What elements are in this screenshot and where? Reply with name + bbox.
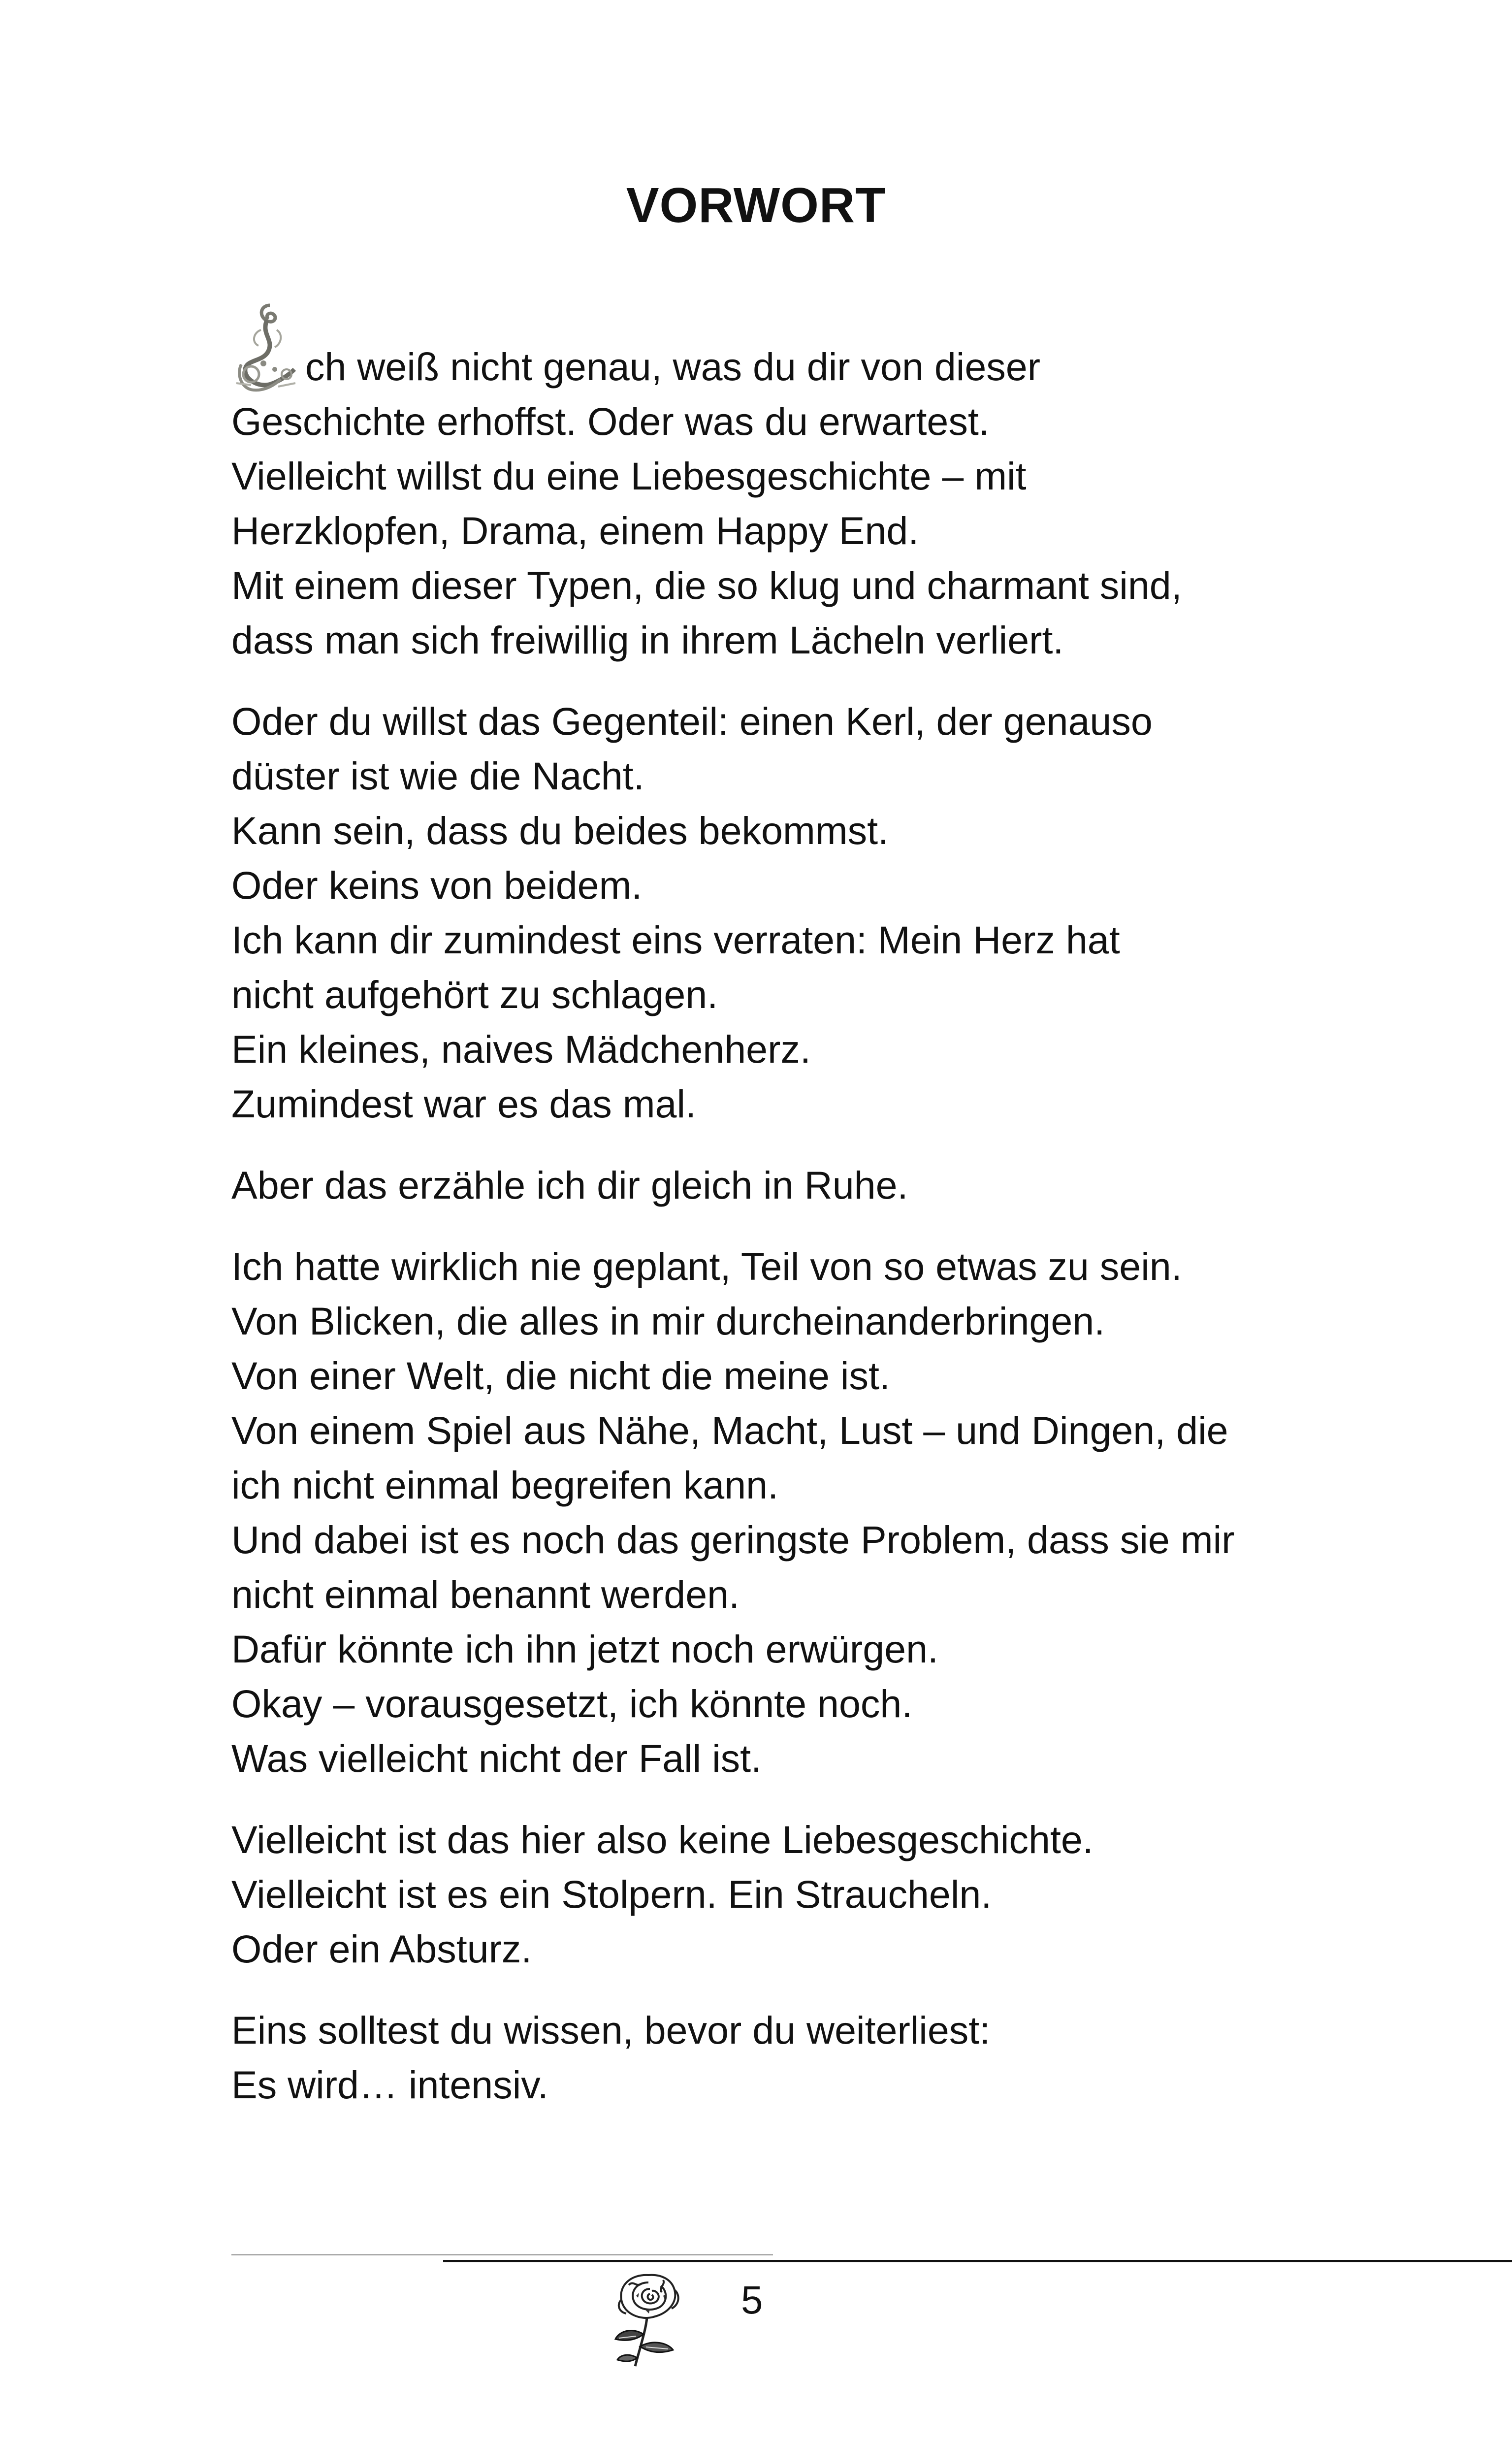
chapter-body — [231, 291, 1290, 2139]
footer-rule — [443, 2260, 1512, 2262]
page-number: 5 — [741, 2278, 763, 2322]
paragraph-2 — [231, 694, 1290, 1131]
text-line: Okay – vorausgesetzt, ich könnte noch. — [231, 1682, 913, 1726]
footer-rule-thin — [231, 2254, 773, 2255]
text-line: dass man sich freiwillig in ihrem Lächeln verliert. — [231, 618, 1064, 662]
drop-cap-ornament-icon — [231, 300, 300, 394]
text-line: ch weiß nicht genau, was du dir von dieser — [305, 345, 1041, 389]
text-line: ich nicht einmal begreifen kann. — [231, 1463, 779, 1507]
text-line: Oder du willst das Gegenteil: einen Kerl, der genauso — [231, 699, 1153, 743]
text-line: nicht aufgehört zu schlagen. — [231, 973, 718, 1016]
text-line: Es wird… intensiv. — [231, 2063, 548, 2107]
text-line: Vielleicht ist es ein Stolpern. Ein Straucheln. — [231, 1872, 992, 1916]
text-line: Von Blicken, die alles in mir durcheinanderbringen. — [231, 1299, 1105, 1343]
text-line: düster ist wie die Nacht. — [231, 754, 644, 798]
text-line: Und dabei ist es noch das geringste Problem, dass sie mir — [231, 1518, 1235, 1562]
rose-icon — [607, 2265, 690, 2371]
text-line: Von einer Welt, die nicht die meine ist. — [231, 1354, 890, 1398]
text-line: Zumindest war es das mal. — [231, 1082, 696, 1126]
text-line: Vielleicht willst du eine Liebesgeschichte – mit — [231, 454, 1027, 498]
text-line: Aber das erzähle ich dir gleich in Ruhe. — [231, 1163, 908, 1207]
text-line: Oder ein Absturz. — [231, 1927, 532, 1971]
text-line: Von einem Spiel aus Nähe, Macht, Lust – und Dingen, die — [231, 1408, 1228, 1452]
text-line: Vielleicht ist das hier also keine Liebesgeschichte. — [231, 1818, 1094, 1861]
text-line: Oder keins von beidem. — [231, 863, 643, 907]
text-line: Eins solltest du wissen, bevor du weiterliest: — [231, 2008, 991, 2052]
paragraph-6 — [231, 2003, 1290, 2112]
text-line: Was vielleicht nicht der Fall ist. — [231, 1736, 762, 1780]
text-line: Ein kleines, naives Mädchenherz. — [231, 1027, 811, 1071]
paragraph-4 — [231, 1239, 1290, 1786]
text-line: Ich kann dir zumindest eins verraten: Mein Herz hat — [231, 918, 1120, 962]
first-line — [231, 291, 1290, 394]
chapter-title: VORWORT — [626, 178, 886, 233]
text-line: Herzklopfen, Drama, einem Happy End. — [231, 509, 919, 553]
text-line: Geschichte erhoffst. Oder was du erwartest. — [231, 399, 990, 443]
paragraph-1 — [231, 291, 1290, 667]
text-line: Ich hatte wirklich nie geplant, Teil von so etwas zu sein. — [231, 1244, 1182, 1288]
text-line: Kann sein, dass du beides bekommst. — [231, 809, 889, 852]
text-line: Dafür könnte ich ihn jetzt noch erwürgen. — [231, 1627, 938, 1671]
text-line: Mit einem dieser Typen, die so klug und charmant sind, — [231, 563, 1182, 607]
paragraph-5 — [231, 1812, 1290, 1976]
text-line: nicht einmal benannt werden. — [231, 1572, 740, 1616]
paragraph-3 — [231, 1158, 1290, 1212]
